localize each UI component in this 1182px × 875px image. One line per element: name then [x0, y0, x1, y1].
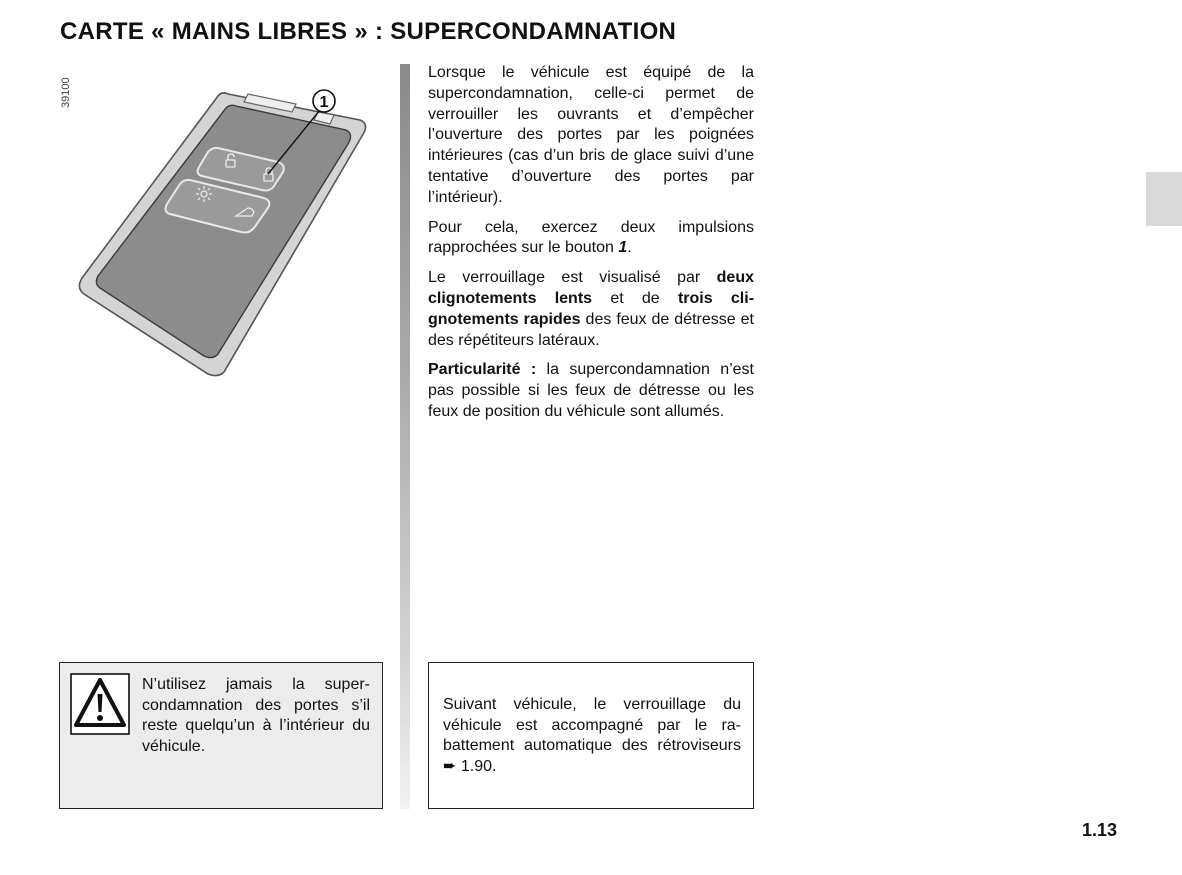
warning-text: N’utilisez jamais la supercondamnation des portes s’il reste quelqu’un à l’intérieur du véhicule. [142, 676, 370, 755]
paragraph-intro: Lorsque le véhicule est équipé de la supercondamnation, celle-ci permet de verrouiller les ouvrants et d’empêcher l’ouverture des portes par les poignées intérieures (cas d’un bris de glace suivi d’une tentative d’ouverture des portes par l’intérieur). [428, 64, 754, 206]
body-text [428, 63, 754, 432]
figure-code: 39100 [60, 77, 72, 108]
column-rule [400, 64, 410, 809]
paragraph-instruction: Pour cela, exercez deux impulsions rapprochées sur le bouton 1. [428, 218, 754, 257]
warning-triangle-icon [70, 673, 130, 735]
info-text: Suivant véhicule, le verrouillage du véhicule est accompagné par le rabattement automatique des rétroviseurs ➨ 1.90. [443, 696, 741, 775]
callout-number: 1 [319, 94, 329, 111]
particularity-label: Particularité : [428, 361, 537, 379]
page-number: 1.13 [1082, 820, 1118, 840]
paragraph-signals: Le verrouillage est visualisé par deux clignotements lents et de trois clignotements rapides des feux de détresse et des répétiteurs latéraux. [428, 269, 755, 349]
chapter-tab [1146, 172, 1182, 226]
warning-box [59, 662, 383, 809]
info-box [428, 662, 754, 809]
keycard-illustration [78, 82, 378, 382]
page-title: CARTE « MAINS LIBRES » : SUPERCONDAMNATION [60, 18, 677, 45]
button-reference: 1 [618, 239, 628, 257]
paragraph-particularity: Particularité : la supercondamnation n’est pas possible si les feux de détresse ou les feux de position du véhicule sont allumés. [428, 361, 755, 420]
